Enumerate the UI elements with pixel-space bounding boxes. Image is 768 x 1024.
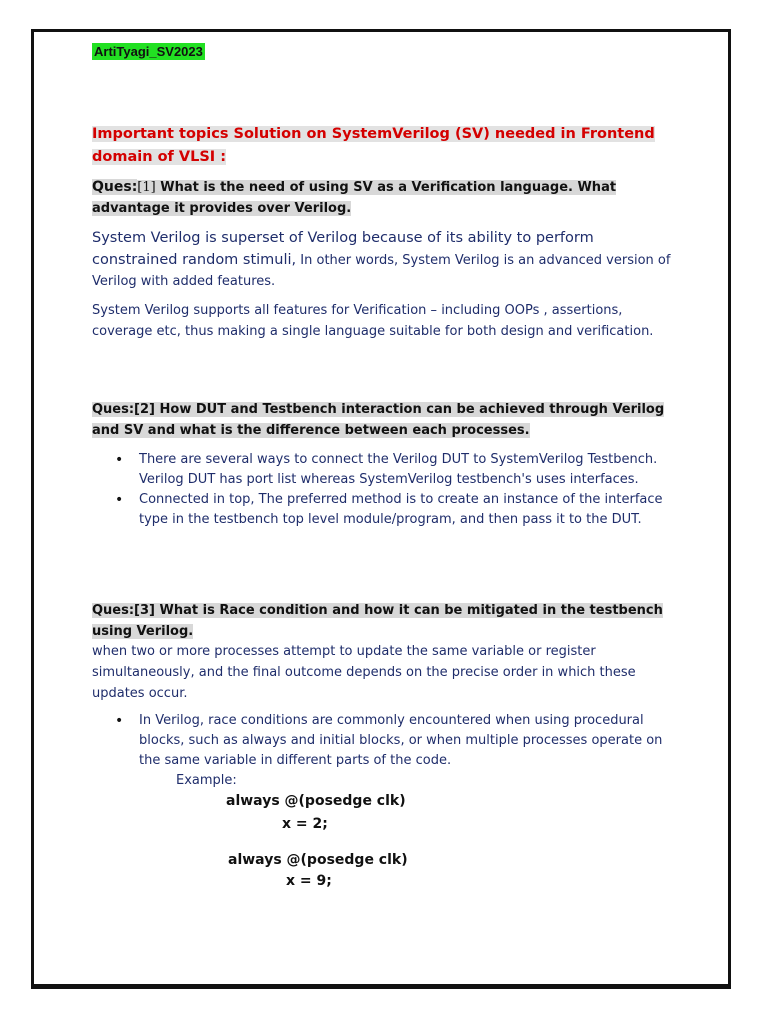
list-item: • Connected in top, The preferred method is to create an instance of the interface type in the testbench top level module/program, and then pass it to the DUT. bbox=[139, 490, 677, 530]
document-title: Important topics Solution on SystemVerilog (SV) needed in Frontend domain of VLSI : bbox=[92, 126, 655, 165]
question-1: Ques:[1] What is the need of using SV as a Verification language. What advantage it provides over Verilog. bbox=[92, 179, 617, 216]
code-line-2: x = 2; bbox=[282, 816, 328, 832]
list-item: • In Verilog, race conditions are commonly encountered when using procedural blocks, such as always and initial blocks, or when multiple processes operate on the same variable in different parts of the code. bbox=[139, 711, 677, 771]
example-label: Example: bbox=[176, 773, 237, 788]
question-2: Ques:[2] How DUT and Testbench interaction can be achieved through Verilog and SV and what is the difference between each processes. bbox=[92, 402, 665, 438]
answer-1-para-1: System Verilog is superset of Verilog because of its ability to perform constrained random stimuli, In other words, System Verilog is an advanced version of Verilog with added features. bbox=[92, 230, 671, 289]
author-tag: ArtiTyagi_SV2023 bbox=[94, 44, 203, 59]
question-2-bullets bbox=[92, 450, 677, 530]
answer-3: when two or more processes attempt to update the same variable or register simultaneously, and the final outcome depends on the precise order in which these updates occur. bbox=[92, 644, 636, 701]
answer-1-para-2: System Verilog supports all features for Verification – including OOPs , assertions, coverage etc, thus making a single language suitable for both design and verification. bbox=[92, 303, 654, 339]
question-3-bullets bbox=[92, 711, 677, 771]
list-item: • There are several ways to connect the Verilog DUT to SystemVerilog Testbench. Verilog DUT has port list whereas SystemVerilog testbench's uses interfaces. bbox=[139, 450, 677, 490]
code-line-1: always @(posedge clk) bbox=[226, 793, 406, 809]
code-line-3: always @(posedge clk) bbox=[228, 852, 408, 868]
code-line-4: x = 9; bbox=[286, 873, 332, 889]
question-3: Ques:[3] What is Race condition and how it can be mitigated in the testbench using Verilog. bbox=[92, 603, 663, 639]
